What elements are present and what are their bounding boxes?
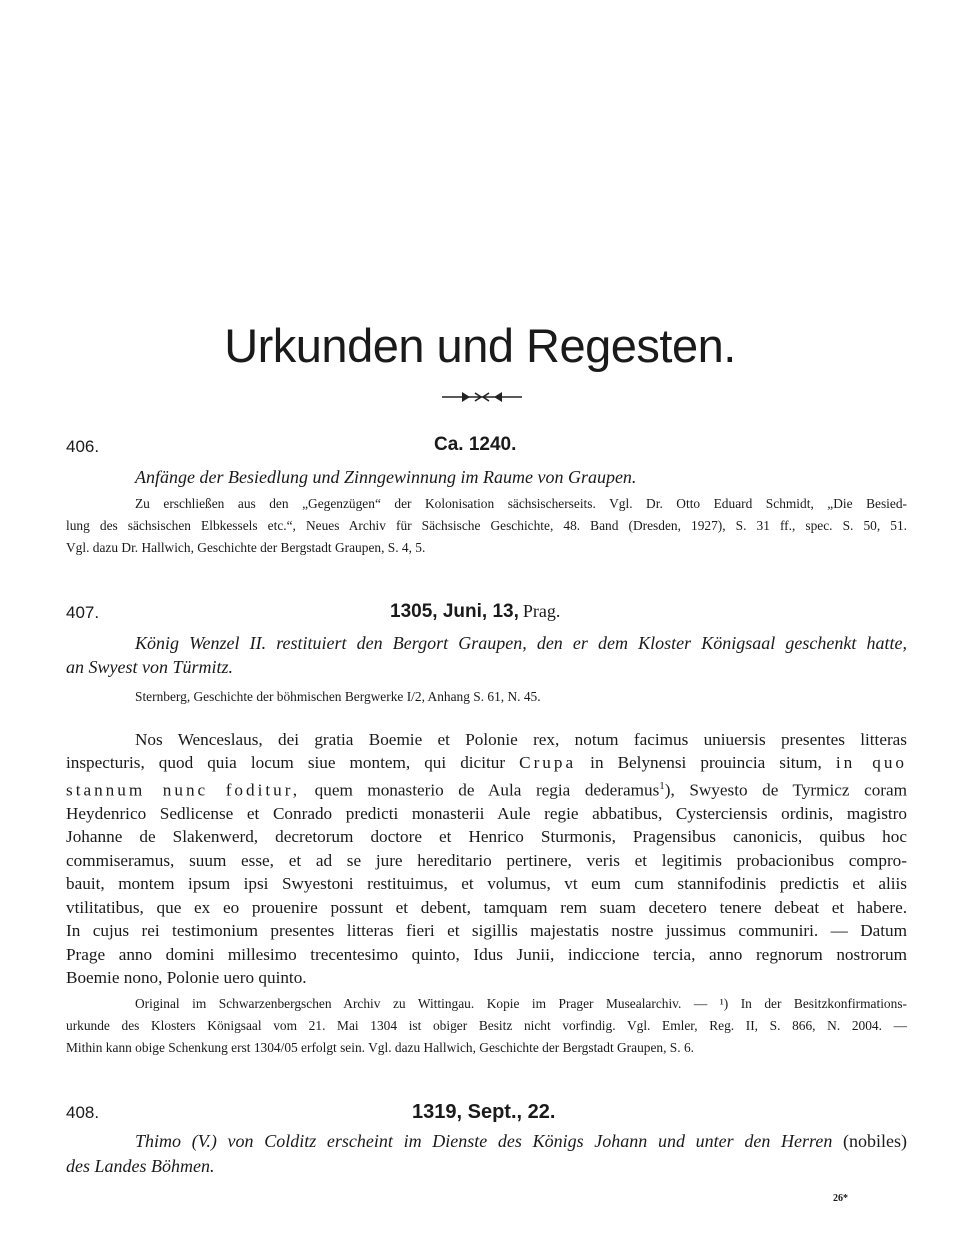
- entry-place-407: Prag.: [522, 601, 561, 621]
- heading-line: Thimo (V.) von Colditz erscheint im Dienste des Königs Johann und unter den Herren (nobiles): [135, 1131, 907, 1151]
- heading-line: König Wenzel II. restituiert den Bergort Graupen, den er dem Kloster Königsaal geschenkt hatte,: [135, 633, 907, 653]
- entry-notes-406-cont: [66, 515, 907, 558]
- text-line: Boemie nono, Polonie uero quinto.: [66, 968, 307, 988]
- text-line: inspecturis, quod quia locum siue montem, qui dicitur Crupa in Belynensi prouincia situm, in quo: [66, 753, 908, 772]
- note-line: lung des sächsischen Elbkessels etc.“, Neues Archiv für Sächsische Geschichte, 48. Band (Dresden, 1927), S. 31 ff., spec. S. 50, 51.: [66, 518, 907, 533]
- entry-footnotes-407: [135, 993, 907, 1015]
- entry-date-407: 1305, Juni, 13,: [390, 601, 519, 622]
- entry-dateline-407: [390, 601, 560, 623]
- text-line: In cujus rei testimonium presentes litteras fieri et sigillis majestatis nostre jussimus communiri. — Datum: [66, 921, 907, 941]
- entry-source-407: Sternberg, Geschichte der böhmischen Bergwerke I/2, Anhang S. 61, N. 45.: [135, 689, 541, 704]
- entry-number-407: 407.: [66, 603, 100, 622]
- entry-number-408: 408.: [66, 1103, 100, 1122]
- entry-date-408: 1319, Sept., 22.: [412, 1101, 556, 1123]
- entry-heading-407-cont: an Swyest von Türmitz.: [66, 657, 234, 677]
- footnote-line: urkunde des Klosters Königsaal vom 21. Mai 1304 ist obiger Besitz nicht vorfindig. Vgl. Emler, Reg. II, S. 866, N. 2004. —: [66, 1018, 907, 1033]
- note-line: Vgl. dazu Dr. Hallwich, Geschichte der Bergstadt Graupen, S. 4, 5.: [66, 539, 426, 555]
- entry-heading-406: Anfänge der Besiedlung und Zinngewinnung im Raume von Graupen.: [135, 467, 637, 487]
- charter-text: [135, 728, 907, 752]
- entry-heading-407: [135, 633, 907, 654]
- text-line: Johanne de Slakenwerd, decretorum doctore et Henrico Sturmonis, Pragensibus canonicis, quibus hoc: [66, 827, 907, 847]
- text-line: vtilitatibus, que ex eo prouenire possunt et debent, tamquam rem suam decetero tenere debeat et habere.: [66, 897, 907, 917]
- entry-number-406: 406.: [66, 437, 100, 456]
- charter-text-cont: [66, 751, 907, 990]
- entry-heading-408: [135, 1131, 907, 1152]
- text-line: stannum nunc foditur, quem monasterio de Aula regia dederamus$^1$), Swyesto de Tyrmicz coram: [66, 779, 908, 800]
- page-marker: 26*: [833, 1193, 848, 1204]
- text-line: commiseramus, suum esse, et ad se jure hereditario pertinere, veris et legitimis probacionibus compro-: [66, 850, 907, 870]
- footnote-line: Mithin kann obige Schenkung erst 1304/05 erfolgt sein. Vgl. dazu Hallwich, Geschichte der Bergstadt Graupen, S. 6.: [66, 1039, 694, 1055]
- entry-date-406: Ca. 1240.: [434, 434, 517, 455]
- text-line: Heydenrico Sedlicense et Conrado predicti monasterii Aule regie abbatibus, Cysterciensis ordinis, magistro: [66, 803, 907, 823]
- note-line: Zu erschließen aus den „Gegenzügen“ der Kolonisation sächsischerseits. Vgl. Dr. Otto Eduard Schmidt, „Die Besied-: [135, 496, 907, 511]
- page-title: Urkunden und Regesten.: [224, 319, 736, 372]
- ornament-divider: [440, 389, 524, 405]
- text-line: bauit, montem ipsum ipsi Swyestoni restituimus, et volumus, vt eum cum stannifodinis predictis et aliis: [66, 874, 907, 894]
- footnote-line: Original im Schwarzenbergschen Archiv zu Wittingau. Kopie im Prager Musealarchiv. — ¹) In der Besitzkonfirmations-: [135, 996, 907, 1011]
- text-line: Nos Wenceslaus, dei gratia Boemie et Polonie rex, notum facimus uniuersis presentes litteras: [135, 730, 907, 749]
- text-line: Prage anno domini millesimo trecentesimo quinto, Idus Junii, indiccione tercia, anno regnorum nostrorum: [66, 944, 907, 964]
- entry-footnotes-407-cont: [66, 1015, 907, 1058]
- entry-heading-408-cont: des Landes Böhmen.: [66, 1156, 215, 1176]
- entry-notes-406: [135, 493, 907, 515]
